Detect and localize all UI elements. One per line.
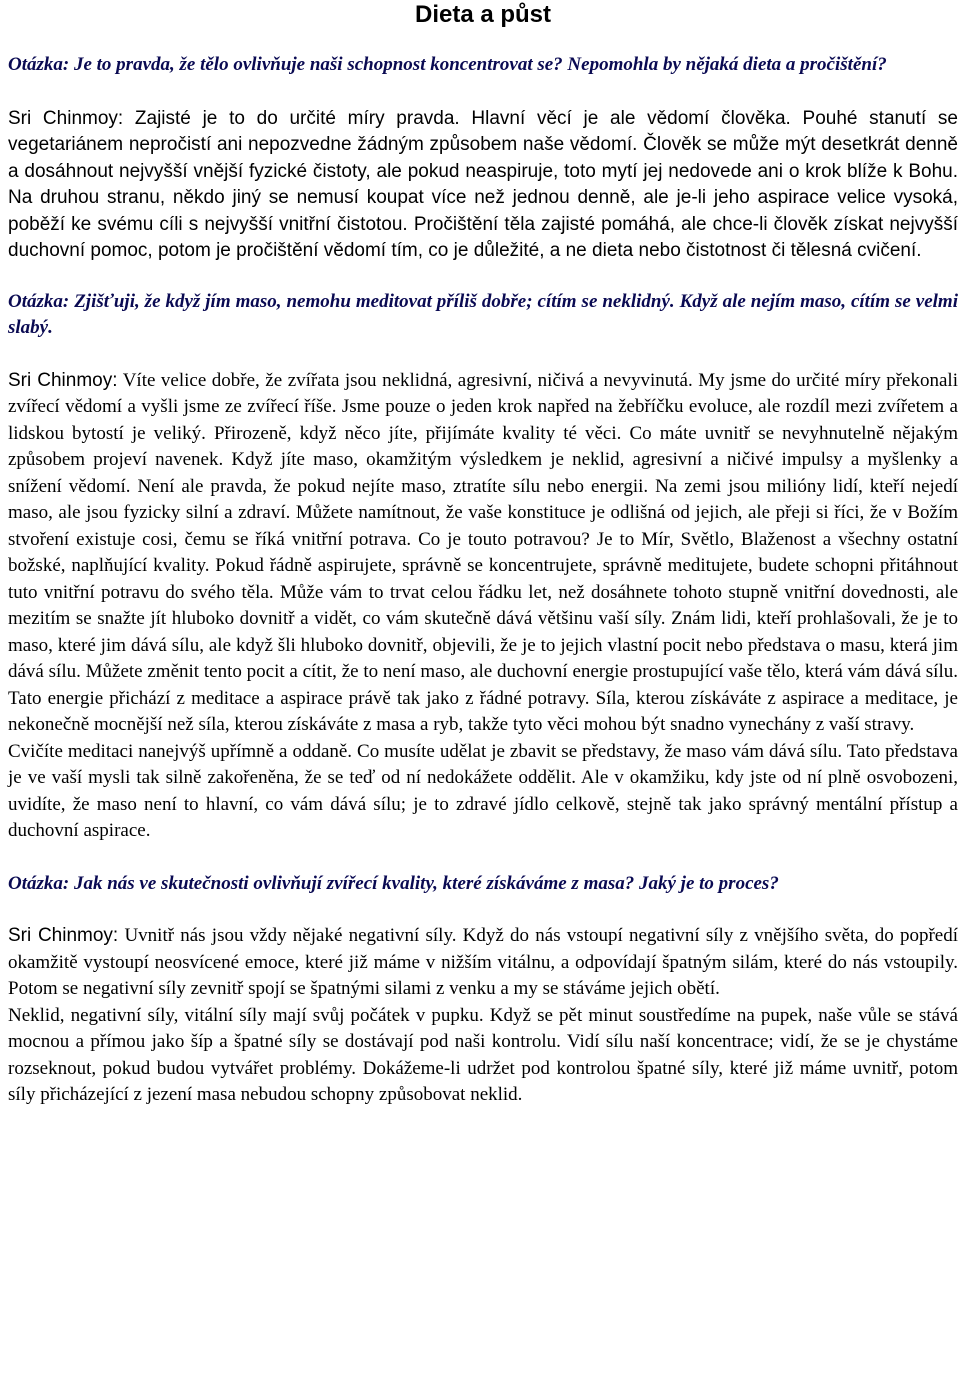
question-3: Otázka: Jak nás ve skutečnosti ovlivňují zvířecí kvality, které získáváme z masa? Jaký je to proces? (8, 872, 779, 894)
page-title: Dieta a půst (414, 1, 552, 28)
question-2: Otázka: Zjišťuji, že když jím maso, nemohu meditovat příliš dobře; cítím se neklidný. Když ale nejím maso, cítím se velmi slabý. (8, 290, 958, 338)
answer-3-continued: Neklid, negativní síly, vitální síly mají svůj počátek v pupku. Když se pět minut soustředíme na pupek, naše vůle se stává mocnou a přímou jako šíp a špatné síly se dostávají pod naši kontrolu. Vidí sílu naší koncentrace; vidí, že se je chystáme rozseknout, pokud budou vytvářet problémy. Dokážeme-li udržet pod kontrolou špatné síly, které již máme uvnitř, potom síly přicházející z jezení masa nebudou schopny způsobovat neklid. (8, 1004, 958, 1105)
question-1: Otázka: Je to pravda, že tělo ovlivňuje naši schopnost koncentrovat se? Nepomohla by nějaká dieta a pročištění? (8, 54, 887, 75)
answer-2-speaker: Sri Chinmoy: (8, 369, 118, 391)
answer-3-speaker: Sri Chinmoy: (8, 925, 119, 946)
document-page (8, 0, 958, 1109)
answer-1-speaker: Sri Chinmoy: (8, 107, 124, 129)
answer-2 (8, 368, 958, 739)
answer-3 (8, 923, 958, 1003)
answer-2-text: Víte velice dobře, že zvířata jsou neklidná, agresivní, ničivá a nevyvinutá. My jsme do určité míry překonali zvířecí vědomí a vyšli jsme ze zvířecí říše. Jsme pouze o jeden krok napřed na žebříčku evoluce, ale rozdíl mezi zvířetem a lidskou bytostí je veliký. Přirozeně, když něco jíte, přijímáte kvality té věci. Co máte uvnitř se nevyhnutelně nějakým způsobem projeví navenek. Když jíte maso, okamžitým výsledkem je neklid, agresivní a ničivé impulsy a myšlenky a snížení vědomí. Není ale pravda, že pokud nejíte maso, ztratíte sílu nebo energii. Na zemi jsou milióny lidí, kteří nejedí maso, ale jsou fyzicky silní a zdraví. Můžete namítnout, že vaše konstituce je odlišná od jejich, ale přeji si říci, že v Božím stvoření existuje cosi, čemu se říká vnitřní potrava. Co je touto potravou? Je to Mír, Světlo, Blaženost a všechny ostatní božské, naplňující kvality. Pokud řádně aspirujete, správně se koncentrujete, správně meditujete, budete schopni přitáhnout tuto vnitřní potravu do svého těla. Může vám to trvat celou řádku let, než dosáhnete tohoto stupně vnitřní dovednosti, ale mezitím se snažte jít hluboko dovnitř a vidět, co vám skutečně dává většinu vaší síly. Znám lidi, kteří prohlašovali, že je to maso, které jim dává sílu, ale když šli hluboko dovnitř, objevili, že je to jejich vlastní pocit nebo představa o masu, která jim dává sílu. Můžete změnit tento pocit a cítit, že to není maso, ale duchovní energie prostupující vaše tělo, která vám dává sílu. Tato energie přichází z meditace a aspirace právě tak jako z řádné potravy. Síla, kterou získáváte z aspirace a meditace, je nekonečně mocnější než síla, kterou získáváte z masa a ryb, takže tyto věci mohou být snadno vynechány z vaší stravy. (8, 369, 958, 735)
answer-1 (8, 106, 958, 265)
answer-2-continued: Cvičíte meditaci nanejvýš upřímně a oddaně. Co musíte udělat je zbavit se představy, že maso vám dává sílu. Tato představa je ve vaší mysli tak silně zakořeněna, že se teď od ní nedokážete oddělit. Ale v okamžiku, kdy jste od ní plně osvobozeni, uvidíte, že maso není to hlavní, co vám dává sílu; je to zdravé jídlo celkově, stejně tak jako správný mentální přístup a duchovní aspirace. (8, 740, 958, 841)
answer-1-text: Zajisté je to do určité míry pravda. Hlavní věcí je ale vědomí člověka. Pouhé stanutí se vegetariánem nepročistí ani nepozvedne žádným způsobem naše vědomí. Člověk se může mýt desetkrát denně a dosáhnout nejvyšší vnější fyzické čistoty, ale pokud neaspiruje, toto mytí jej nedovede ani o krok blíže k Bohu. Na druhou stranu, někdo jiný se nemusí koupat více než jednou denně, ale je-li jeho aspirace velice vysoká, poběží ke svému cíli s nejvyšší vnitřní čistotou. Pročištění těla zajisté pomáhá, ale chce-li člověk získat nejvyšší duchovní pomoc, potom je pročištění vědomí tím, co je důležité, a ne dieta nebo čistotnost či tělesná cvičení. (8, 107, 959, 261)
answer-3-text: Uvnitř nás jsou vždy nějaké negativní síly. Když do nás vstoupí negativní síly z vnějšího světa, do popředí okamžitě vystoupí neosvícené emoce, které již máme v nižším vitálnu, a odpovídají špatným silám, které do nás vstoupily. Potom se negativní síly zevnitř spojí se špatnými silami z venku a my se stáváme jejich obětí. (8, 925, 959, 999)
